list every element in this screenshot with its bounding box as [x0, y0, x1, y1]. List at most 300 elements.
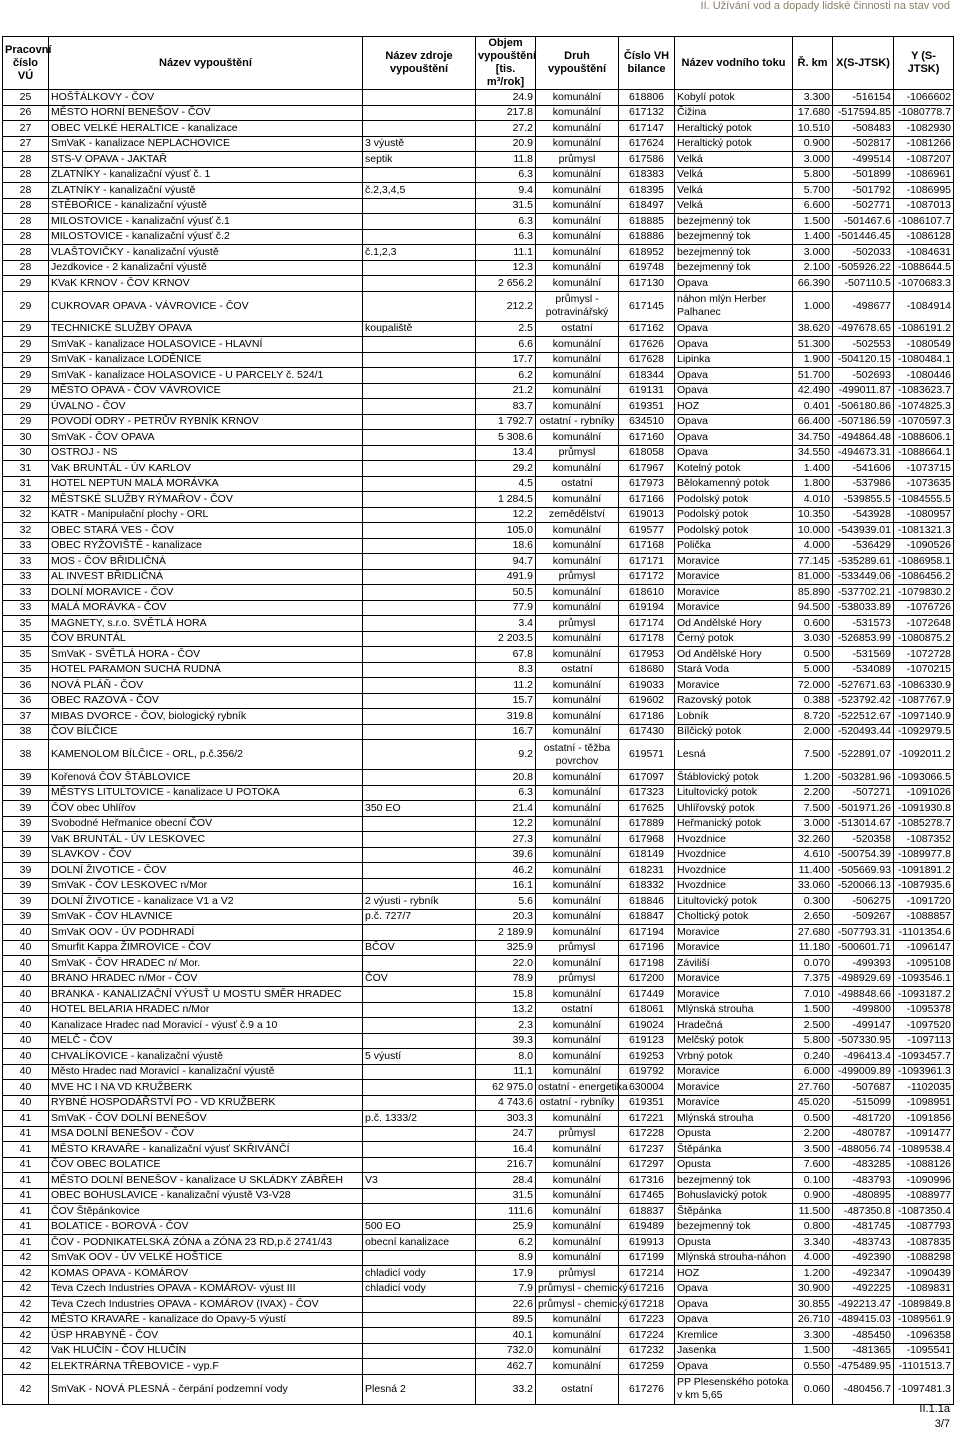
table-row	[3, 383, 954, 399]
watercourse-cell: Opusta	[675, 1157, 793, 1173]
volume-cell: 9.2	[476, 740, 536, 770]
volume-cell: 39.3	[476, 1033, 536, 1049]
discharge-type-cell: komunální	[536, 1018, 619, 1034]
volume-cell: 94.7	[476, 554, 536, 570]
volume-cell: 6.2	[476, 368, 536, 384]
discharge-table	[2, 36, 954, 1405]
balance-number-cell: 617097	[619, 770, 675, 786]
river-km-cell: 0.900	[793, 136, 833, 152]
x-coord-cell: -531569	[833, 647, 894, 663]
volume-cell: 6.3	[476, 214, 536, 230]
discharge-name-cell: Jezdkovice - 2 kanalizační výustě	[49, 260, 363, 276]
watercourse-cell: Opava	[675, 1359, 793, 1375]
river-km-cell: 66.390	[793, 276, 833, 292]
source-name-cell	[363, 709, 476, 725]
balance-number-cell: 617323	[619, 785, 675, 801]
watercourse-cell: PP Plesenského potoka v km 5,65	[675, 1374, 793, 1404]
volume-cell: 46.2	[476, 863, 536, 879]
work-unit-cell: 36	[3, 678, 49, 694]
discharge-type-cell: komunální	[536, 1359, 619, 1375]
work-unit-cell: 39	[3, 878, 49, 894]
discharge-type-cell: průmysl - potravinářský	[536, 291, 619, 321]
watercourse-cell: Moravice	[675, 1064, 793, 1080]
discharge-type-cell: průmysl	[536, 569, 619, 585]
x-coord-cell: -506180.86	[833, 399, 894, 415]
y-coord-cell: -1095541	[894, 1343, 954, 1359]
volume-cell: 31.5	[476, 1188, 536, 1204]
x-coord-cell: -535289.61	[833, 554, 894, 570]
volume-cell: 11.8	[476, 152, 536, 168]
watercourse-cell: HOZ	[675, 1266, 793, 1282]
work-unit-cell: 32	[3, 523, 49, 539]
river-km-cell: 34.750	[793, 430, 833, 446]
source-name-cell	[363, 740, 476, 770]
watercourse-cell: Velká	[675, 167, 793, 183]
y-coord-cell: -1092979.5	[894, 724, 954, 740]
x-coord-cell: -515099	[833, 1095, 894, 1111]
volume-cell: 111.6	[476, 1204, 536, 1220]
discharge-name-cell: SmVaK - ČOV LESKOVEC n/Mor	[49, 878, 363, 894]
table-row	[3, 662, 954, 678]
discharge-type-cell: komunální	[536, 600, 619, 616]
discharge-name-cell: MVE HC I NA VD KRUŽBERK	[49, 1080, 363, 1096]
river-km-cell: 1.200	[793, 770, 833, 786]
discharge-name-cell: MĚSTYS LITULTOVICE - kanalizace U POTOKA	[49, 785, 363, 801]
river-km-cell: 51.300	[793, 337, 833, 353]
river-km-cell: 0.550	[793, 1359, 833, 1375]
x-coord-cell: -520066.13	[833, 878, 894, 894]
discharge-type-cell: komunální	[536, 214, 619, 230]
watercourse-cell: Hvozdnice	[675, 847, 793, 863]
x-coord-cell: -499393	[833, 956, 894, 972]
balance-number-cell: 618332	[619, 878, 675, 894]
table-row	[3, 1343, 954, 1359]
balance-number-cell: 617221	[619, 1111, 675, 1127]
work-unit-cell: 28	[3, 167, 49, 183]
work-unit-cell: 29	[3, 321, 49, 337]
river-km-cell: 4.000	[793, 538, 833, 554]
volume-cell: 89.5	[476, 1312, 536, 1328]
watercourse-cell: Heraltický potok	[675, 121, 793, 137]
watercourse-cell: Lobník	[675, 709, 793, 725]
watercourse-cell: Podolský potok	[675, 507, 793, 523]
x-coord-cell: -536429	[833, 538, 894, 554]
table-row	[3, 337, 954, 353]
discharge-type-cell: komunální	[536, 785, 619, 801]
discharge-type-cell: komunální	[536, 430, 619, 446]
watercourse-cell: bezejmenný tok	[675, 214, 793, 230]
river-km-cell: 8.720	[793, 709, 833, 725]
source-name-cell: p.č. 727/7	[363, 909, 476, 925]
river-km-cell: 7.500	[793, 740, 833, 770]
river-km-cell: 3.300	[793, 1328, 833, 1344]
river-km-cell: 34.550	[793, 445, 833, 461]
discharge-name-cell: OBEC STARÁ VES - ČOV	[49, 523, 363, 539]
volume-cell: 20.3	[476, 909, 536, 925]
river-km-cell: 3.000	[793, 245, 833, 261]
discharge-name-cell: DOLNÍ MORAVICE - ČOV	[49, 585, 363, 601]
volume-cell: 17.7	[476, 352, 536, 368]
discharge-name-cell: SmVaK - ČOV OPAVA	[49, 430, 363, 446]
y-coord-cell: -1096358	[894, 1328, 954, 1344]
x-coord-cell: -502817	[833, 136, 894, 152]
volume-cell: 25.9	[476, 1219, 536, 1235]
y-coord-cell: -1086958.1	[894, 554, 954, 570]
x-coord-cell: -500754.39	[833, 847, 894, 863]
volume-cell: 6.3	[476, 785, 536, 801]
volume-cell: 6.2	[476, 1235, 536, 1251]
discharge-type-cell: komunální	[536, 925, 619, 941]
work-unit-cell: 33	[3, 585, 49, 601]
source-name-cell	[363, 693, 476, 709]
work-unit-cell: 41	[3, 1173, 49, 1189]
table-row	[3, 693, 954, 709]
work-unit-cell: 28	[3, 183, 49, 199]
balance-number-cell: 617160	[619, 430, 675, 446]
y-coord-cell: -1093066.5	[894, 770, 954, 786]
discharge-name-cell: NOVÁ PLÁŇ - ČOV	[49, 678, 363, 694]
balance-number-cell: 617259	[619, 1359, 675, 1375]
x-coord-cell: -499009.89	[833, 1064, 894, 1080]
work-unit-cell: 28	[3, 198, 49, 214]
table-row	[3, 1297, 954, 1313]
watercourse-cell: Mlýnská strouha	[675, 1002, 793, 1018]
balance-number-cell: 619013	[619, 507, 675, 523]
work-unit-cell: 40	[3, 940, 49, 956]
discharge-name-cell: OBEC RYŽOVIŠTĚ - kanalizace	[49, 538, 363, 554]
x-coord-cell: -527671.63	[833, 678, 894, 694]
table-row	[3, 1018, 954, 1034]
y-coord-cell: -1093546.1	[894, 971, 954, 987]
balance-number-cell: 618885	[619, 214, 675, 230]
watercourse-cell: Hvozdnice	[675, 863, 793, 879]
table-row	[3, 1142, 954, 1158]
source-name-cell: 5 výustí	[363, 1049, 476, 1065]
y-coord-cell: -1091856	[894, 1111, 954, 1127]
volume-cell: 62 975.0	[476, 1080, 536, 1096]
river-km-cell: 1.400	[793, 229, 833, 245]
table-row	[3, 291, 954, 321]
work-unit-cell: 39	[3, 816, 49, 832]
x-coord-cell: -501899	[833, 167, 894, 183]
source-name-cell	[363, 1064, 476, 1080]
watercourse-cell: Opusta	[675, 1235, 793, 1251]
source-name-cell	[363, 90, 476, 106]
balance-number-cell: 618344	[619, 368, 675, 384]
discharge-name-cell: ZLATNÍKY - kanalizační výustě	[49, 183, 363, 199]
volume-cell: 83.7	[476, 399, 536, 415]
x-coord-cell: -517594.85	[833, 105, 894, 121]
y-coord-cell: -1070597.3	[894, 414, 954, 430]
watercourse-cell: Moravice	[675, 554, 793, 570]
y-coord-cell: -1095378	[894, 1002, 954, 1018]
work-unit-cell: 41	[3, 1111, 49, 1127]
work-unit-cell: 31	[3, 461, 49, 477]
volume-cell: 216.7	[476, 1157, 536, 1173]
discharge-name-cell: Smurfit Kappa ŽIMROVICE - ČOV	[49, 940, 363, 956]
volume-cell: 16.1	[476, 878, 536, 894]
discharge-name-cell: MSA DOLNÍ BENEŠOV - ČOV	[49, 1126, 363, 1142]
discharge-name-cell: ČOV Štěpánkovice	[49, 1204, 363, 1220]
source-name-cell	[363, 956, 476, 972]
table-row	[3, 214, 954, 230]
work-unit-cell: 41	[3, 1142, 49, 1158]
source-name-cell	[363, 1188, 476, 1204]
discharge-name-cell: MĚSTO DOLNÍ BENEŠOV - kanalizace U SKLÁDKY ZÁBŘEH	[49, 1173, 363, 1189]
balance-number-cell: 618952	[619, 245, 675, 261]
work-unit-cell: 39	[3, 785, 49, 801]
watercourse-cell: náhon mlýn Herber Palhanec	[675, 291, 793, 321]
discharge-type-cell: komunální	[536, 1142, 619, 1158]
volume-cell: 16.7	[476, 724, 536, 740]
river-km-cell: 5.800	[793, 1033, 833, 1049]
river-km-cell: 0.388	[793, 693, 833, 709]
y-coord-cell: -1089561.9	[894, 1312, 954, 1328]
y-coord-cell: -1102035	[894, 1080, 954, 1096]
balance-number-cell: 618149	[619, 847, 675, 863]
table-row	[3, 523, 954, 539]
x-coord-cell: -498677	[833, 291, 894, 321]
y-coord-cell: -1073715	[894, 461, 954, 477]
discharge-name-cell: VaK BRUNTÁL - ÚV KARLOV	[49, 461, 363, 477]
x-coord-cell: -526853.99	[833, 631, 894, 647]
table-row	[3, 847, 954, 863]
volume-cell: 5 308.6	[476, 430, 536, 446]
work-unit-cell: 42	[3, 1328, 49, 1344]
source-name-cell: 3 výustě	[363, 136, 476, 152]
balance-number-cell: 618058	[619, 445, 675, 461]
x-coord-cell: -508483	[833, 121, 894, 137]
table-row	[3, 492, 954, 508]
volume-cell: 28.4	[476, 1173, 536, 1189]
balance-number-cell: 618231	[619, 863, 675, 879]
source-name-cell	[363, 863, 476, 879]
y-coord-cell: -1090526	[894, 538, 954, 554]
discharge-name-cell: SmVaK - NOVÁ PLESNÁ - čerpání podzemní vody	[49, 1374, 363, 1404]
discharge-name-cell: KAMENOLOM BÍLČICE - ORL, p.č.356/2	[49, 740, 363, 770]
river-km-cell: 11.500	[793, 1204, 833, 1220]
table-row	[3, 909, 954, 925]
table-row	[3, 894, 954, 910]
x-coord-cell: -483285	[833, 1157, 894, 1173]
volume-cell: 67.8	[476, 647, 536, 663]
watercourse-cell: Moravice	[675, 1095, 793, 1111]
table-row	[3, 476, 954, 492]
volume-cell: 18.6	[476, 538, 536, 554]
y-coord-cell: -1082930	[894, 121, 954, 137]
volume-cell: 17.9	[476, 1266, 536, 1282]
volume-cell: 29.2	[476, 461, 536, 477]
x-coord-cell: -496413.4	[833, 1049, 894, 1065]
y-coord-cell: -1084631	[894, 245, 954, 261]
source-name-cell: chladicí vody	[363, 1266, 476, 1282]
balance-number-cell: 617130	[619, 276, 675, 292]
river-km-cell: 1.500	[793, 1002, 833, 1018]
discharge-type-cell: komunální	[536, 352, 619, 368]
watercourse-cell: Podolský potok	[675, 492, 793, 508]
balance-number-cell: 617223	[619, 1312, 675, 1328]
discharge-type-cell: komunální	[536, 554, 619, 570]
watercourse-cell: Uhlířovský potok	[675, 801, 793, 817]
x-coord-header: X(S-JTSK)	[833, 37, 894, 90]
river-km-cell: 27.760	[793, 1080, 833, 1096]
work-unit-cell: 42	[3, 1343, 49, 1359]
discharge-name-cell: HOŠŤÁLKOVY - ČOV	[49, 90, 363, 106]
table-row	[3, 1157, 954, 1173]
watercourse-cell: Opava	[675, 337, 793, 353]
table-row	[3, 647, 954, 663]
source-name-cell: 2 výusti - rybník	[363, 894, 476, 910]
discharge-type-cell: komunální	[536, 1188, 619, 1204]
watercourse-cell: Velká	[675, 152, 793, 168]
source-name-cell	[363, 198, 476, 214]
work-unit-cell: 32	[3, 492, 49, 508]
balance-number-cell: 619024	[619, 1018, 675, 1034]
x-coord-cell: -494864.48	[833, 430, 894, 446]
watercourse-cell: bezejmenný tok	[675, 1173, 793, 1189]
table-row	[3, 785, 954, 801]
river-km-cell: 11.400	[793, 863, 833, 879]
y-coord-cell: -1074825.3	[894, 399, 954, 415]
balance-number-cell: 618846	[619, 894, 675, 910]
river-km-cell: 0.070	[793, 956, 833, 972]
discharge-type-cell: komunální	[536, 987, 619, 1003]
discharge-type-cell: komunální	[536, 1235, 619, 1251]
source-name-cell	[363, 631, 476, 647]
watercourse-cell: Moravice	[675, 940, 793, 956]
table-row	[3, 368, 954, 384]
source-name-cell: Plesná 2	[363, 1374, 476, 1404]
source-name-cell	[363, 1142, 476, 1158]
balance-number-cell: 617232	[619, 1343, 675, 1359]
balance-number-cell: 617168	[619, 538, 675, 554]
river-km-cell: 0.800	[793, 1219, 833, 1235]
table-row	[3, 105, 954, 121]
x-coord-cell: -507110.5	[833, 276, 894, 292]
watercourse-cell: Bohuslavický potok	[675, 1188, 793, 1204]
x-coord-cell: -543939.01	[833, 523, 894, 539]
discharge-type-cell: komunální	[536, 832, 619, 848]
balance-number-cell: 617196	[619, 940, 675, 956]
table-row	[3, 1095, 954, 1111]
x-coord-cell: -509267	[833, 909, 894, 925]
source-name-cell: č.2,3,4,5	[363, 183, 476, 199]
volume-cell: 12.2	[476, 507, 536, 523]
source-name-cell	[363, 291, 476, 321]
volume-cell: 24.7	[476, 1126, 536, 1142]
source-name-cell	[363, 1359, 476, 1375]
discharge-name-cell: SmVaK - ČOV HLAVNICE	[49, 909, 363, 925]
watercourse-cell: HOZ	[675, 399, 793, 415]
y-coord-cell: -1073635	[894, 476, 954, 492]
discharge-type-cell: komunální	[536, 198, 619, 214]
x-coord-cell: -520493.44	[833, 724, 894, 740]
discharge-name-cell: CUKROVAR OPAVA - VÁVROVICE - ČOV	[49, 291, 363, 321]
x-coord-cell: -499514	[833, 152, 894, 168]
watercourse-cell: Podolský potok	[675, 523, 793, 539]
river-km-cell: 7.500	[793, 801, 833, 817]
volume-cell: 105.0	[476, 523, 536, 539]
table-row	[3, 1080, 954, 1096]
discharge-name-cell: SmVaK - kanalizace NEPLACHOVICE	[49, 136, 363, 152]
discharge-name-cell: Teva Czech Industries OPAVA - KOMÁROV- výust III	[49, 1281, 363, 1297]
y-coord-cell: -1072728	[894, 647, 954, 663]
river-km-cell: 2.000	[793, 724, 833, 740]
y-coord-cell: -1088606.1	[894, 430, 954, 446]
x-coord-cell: -507271	[833, 785, 894, 801]
discharge-name-cell: OBEC VELKÉ HERALTICE - kanalizace	[49, 121, 363, 137]
river-km-cell: 2.500	[793, 1018, 833, 1034]
y-coord-cell: -1080446	[894, 368, 954, 384]
discharge-type-cell: komunální	[536, 647, 619, 663]
work-unit-cell: 28	[3, 260, 49, 276]
volume-cell: 16.4	[476, 1142, 536, 1158]
discharge-name-cell: MĚSTO KRAVAŘE - kanalizace do Opavy-5 výustí	[49, 1312, 363, 1328]
river-km-cell: 6.600	[793, 198, 833, 214]
discharge-name-cell: Město Hradec nad Moravicí - kanalizační výustě	[49, 1064, 363, 1080]
page-number: 3/7	[934, 1418, 950, 1430]
x-coord-cell: -505926.22	[833, 260, 894, 276]
discharge-type-cell: komunální	[536, 816, 619, 832]
volume-cell: 3.4	[476, 616, 536, 632]
river-km-cell: 3.000	[793, 152, 833, 168]
river-km-cell: 0.900	[793, 1188, 833, 1204]
x-coord-cell: -498929.69	[833, 971, 894, 987]
source-name-cell	[363, 832, 476, 848]
source-name-cell	[363, 987, 476, 1003]
table-row	[3, 631, 954, 647]
discharge-type-cell: průmysl	[536, 616, 619, 632]
discharge-type-cell: komunální	[536, 631, 619, 647]
discharge-type-cell: průmysl	[536, 1126, 619, 1142]
watercourse-cell: Hvozdnice	[675, 878, 793, 894]
chapter-header: II. Užívání vod a dopady lidské činnosti na stav vod	[700, 0, 950, 12]
watercourse-cell: Opava	[675, 1281, 793, 1297]
discharge-type-cell: komunální	[536, 878, 619, 894]
source-name-cell	[363, 523, 476, 539]
source-name-cell	[363, 585, 476, 601]
discharge-name-cell: POVODÍ ODRY - PETRŮV RYBNÍK KRNOV	[49, 414, 363, 430]
table-row	[3, 1359, 954, 1375]
discharge-type-cell: komunální	[536, 847, 619, 863]
discharge-name-cell: ČOV OBEC BOLATICE	[49, 1157, 363, 1173]
source-name-cell	[363, 616, 476, 632]
source-name-cell	[363, 414, 476, 430]
balance-number-cell: 617162	[619, 321, 675, 337]
volume-cell: 11.1	[476, 1064, 536, 1080]
discharge-name-cell: ČOV obec Uhlířov	[49, 801, 363, 817]
x-coord-cell: -543928	[833, 507, 894, 523]
x-coord-cell: -492347	[833, 1266, 894, 1282]
balance-number-header: Číslo VH bilance	[619, 37, 675, 90]
river-km-cell: 3.500	[793, 1142, 833, 1158]
watercourse-cell: Moravice	[675, 1080, 793, 1096]
discharge-type-cell: komunální	[536, 136, 619, 152]
watercourse-cell: Moravice	[675, 600, 793, 616]
balance-number-cell: 617174	[619, 616, 675, 632]
watercourse-cell: Choltický potok	[675, 909, 793, 925]
y-coord-cell: -1096147	[894, 940, 954, 956]
work-unit-cell: 41	[3, 1188, 49, 1204]
balance-number-cell: 619792	[619, 1064, 675, 1080]
volume-cell: 2.3	[476, 1018, 536, 1034]
discharge-type-cell: komunální	[536, 1204, 619, 1220]
table-row	[3, 507, 954, 523]
source-name-cell	[363, 461, 476, 477]
y-coord-cell: -1086961	[894, 167, 954, 183]
y-coord-cell: -1079830.2	[894, 585, 954, 601]
balance-number-cell: 619351	[619, 1095, 675, 1111]
